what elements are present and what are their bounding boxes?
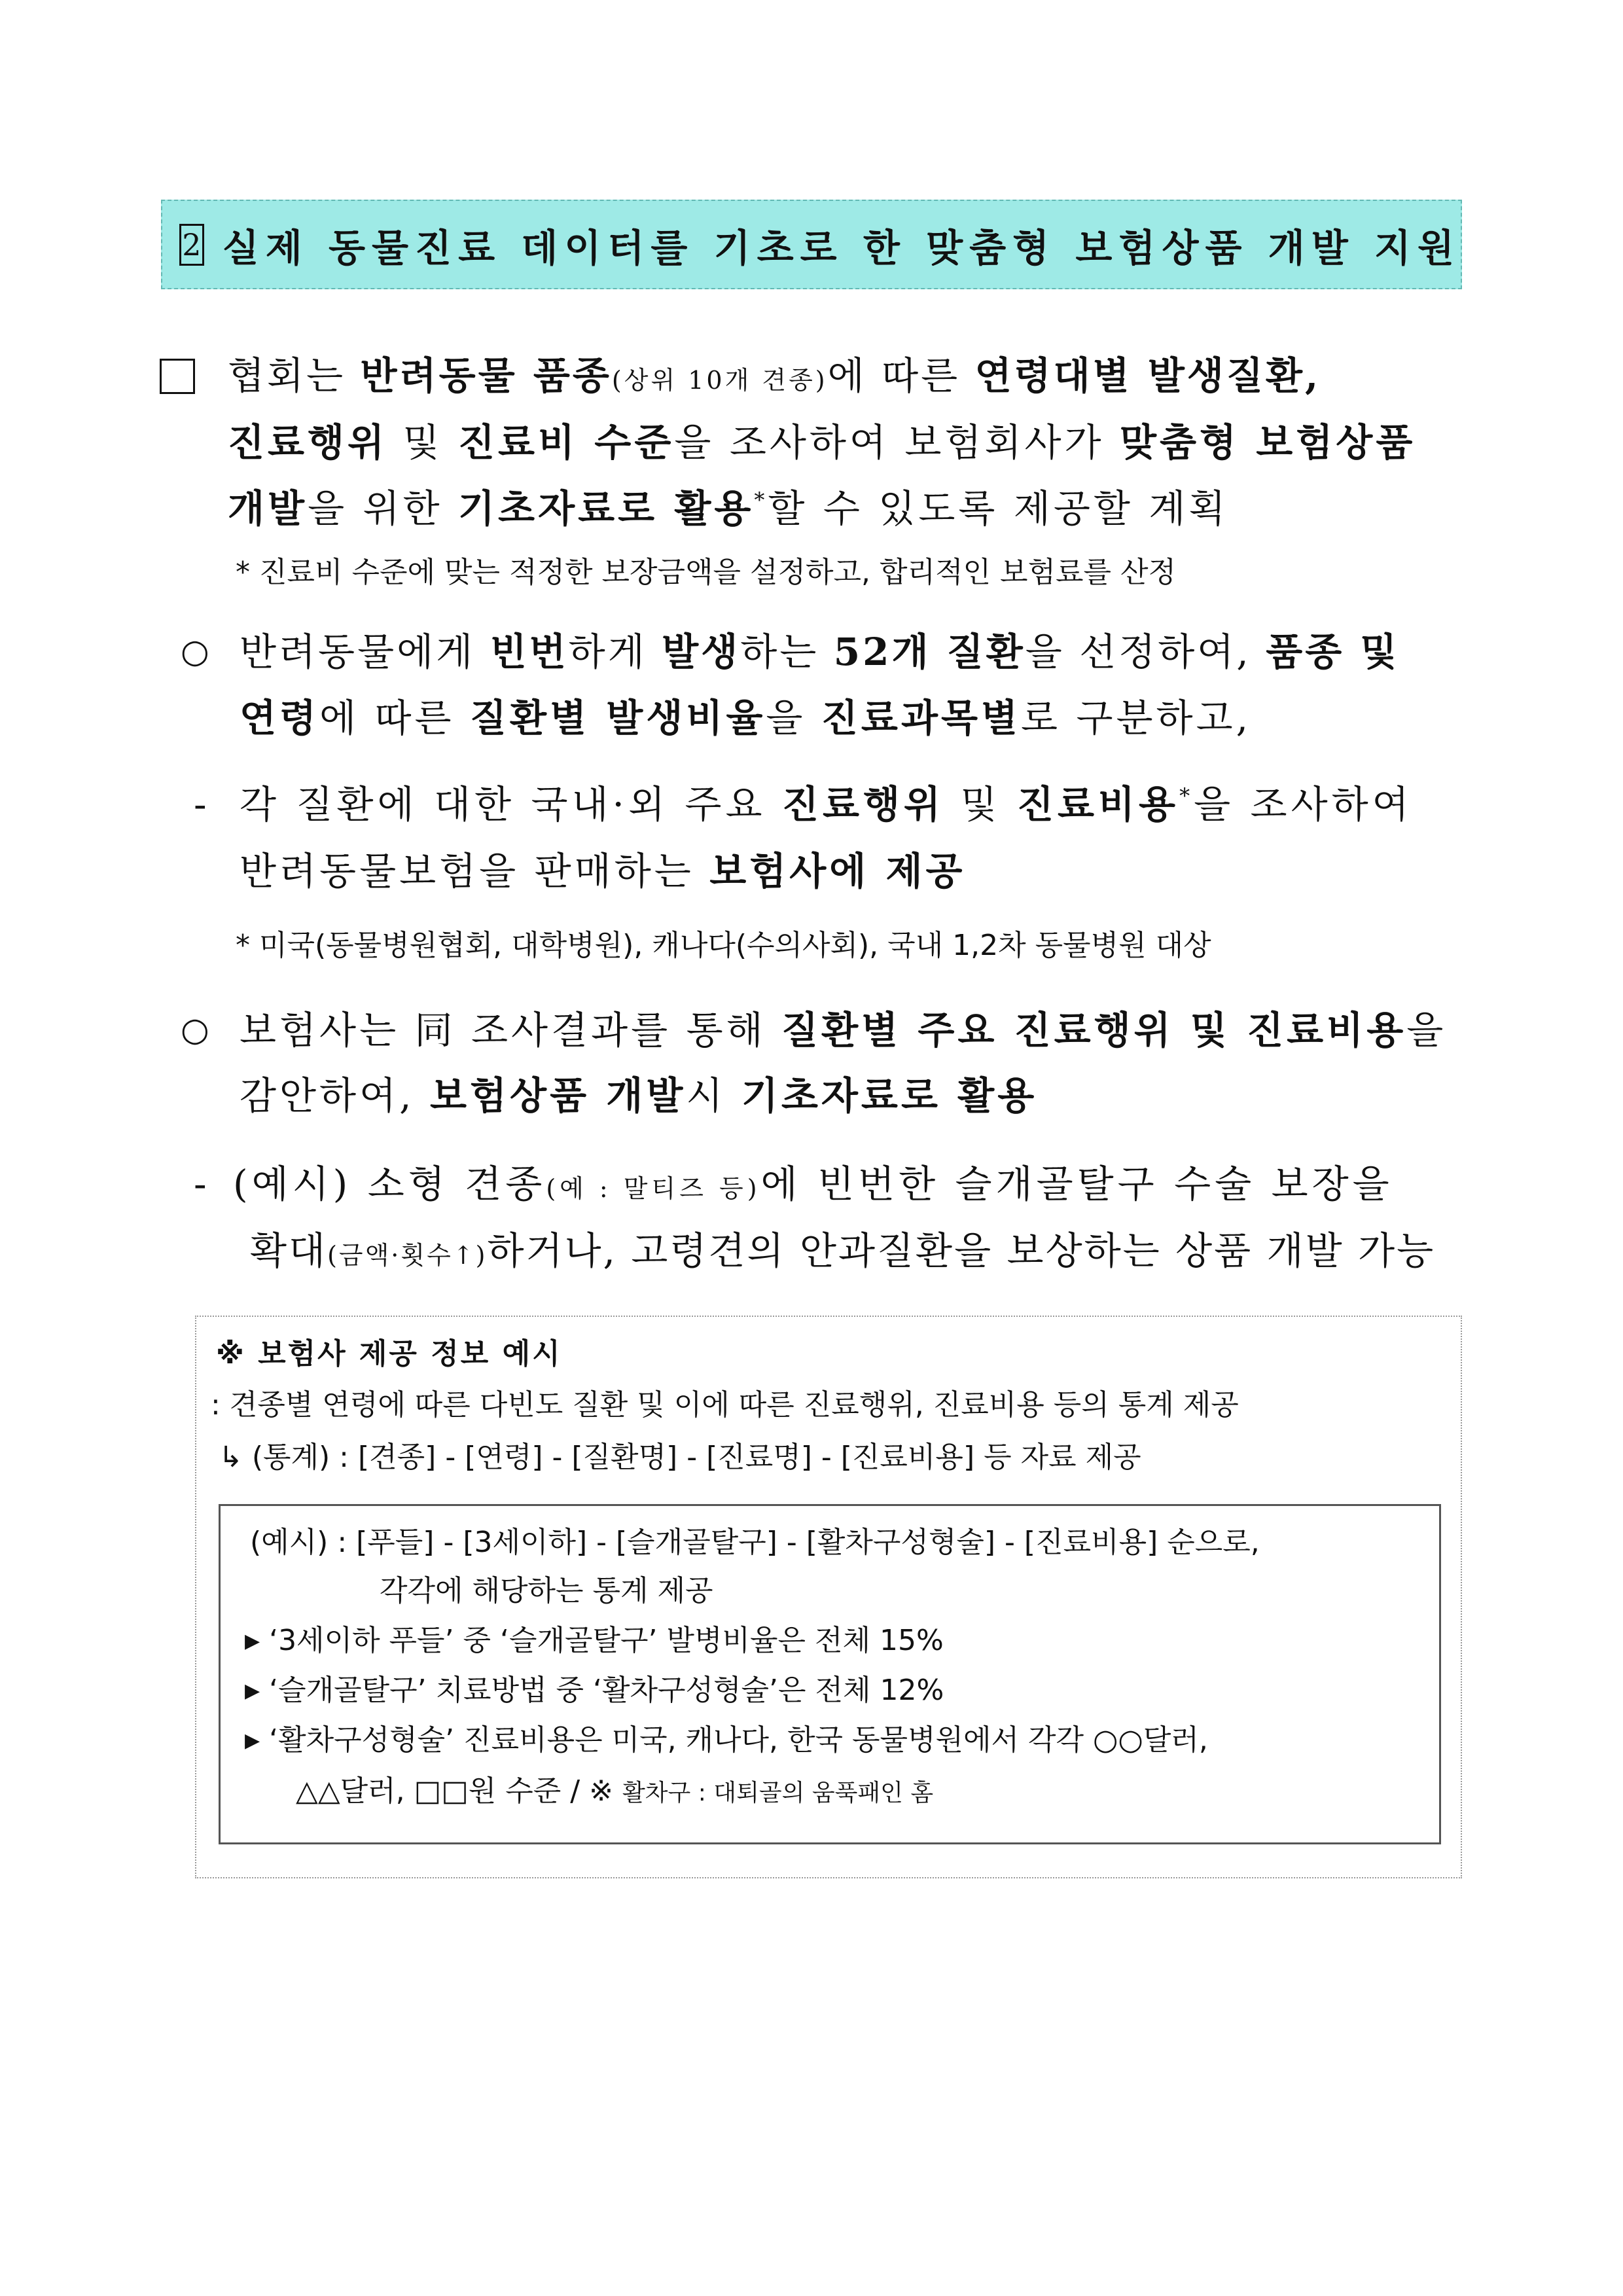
dash1-footnote: * 미국(동물병원협회, 대학병원), 캐나다(수의사회), 국내 1,2차 동물병원 대상 xyxy=(236,929,1211,962)
dash2-line2: 확대(금액·횟수↑)하거나, 고령견의 안과질환을 보상하는 상품 개발 가능 xyxy=(250,1229,1436,1273)
example-bullet3-cont: △△달러, □□원 수준 / ※ 활차구 : 대퇴골의 움푹패인 홈 xyxy=(296,1774,934,1808)
section-number: 2 xyxy=(179,224,204,266)
triangle-bullet-icon: ▶ xyxy=(245,1729,260,1752)
circle1-line2: 연령에 따른 질환별 발생비율을 진료과목별로 구분하고, xyxy=(240,696,1252,740)
example-bullet1: ▶ ‘3세이하 푸들’ 중 ‘슬개골탈구’ 발병비율은 전체 15% xyxy=(245,1624,944,1657)
dash1-line1: 각 질환에 대한 국내·외 주요 진료행위 및 진료비용*을 조사하여 xyxy=(240,782,1413,827)
main-point-footnote: * 진료비 수준에 맞는 적정한 보장금액을 설정하고, 합리적인 보험료를 산정 xyxy=(236,556,1176,589)
dash-bullet-2: - xyxy=(194,1162,207,1206)
info-box-heading: ※ 보험사 제공 정보 예시 xyxy=(216,1337,562,1371)
circle2-line1: 보험사는 同 조사결과를 통해 질환별 주요 진료행위 및 진료비용을 xyxy=(240,1008,1447,1052)
circle-bullet-2: ○ xyxy=(181,1011,209,1049)
triangle-bullet-icon: ▶ xyxy=(245,1679,260,1702)
circle1-line1: 반려동물에게 빈번하게 발생하는 52개 질환을 선정하여, 품종 및 xyxy=(240,630,1400,674)
dash1-line2: 반려동물보험을 판매하는 보험사에 제공 xyxy=(240,849,966,893)
section-title-box xyxy=(161,200,1462,289)
example-bullet2: ▶ ‘슬개골탈구’ 치료방법 중 ‘활차구성형술’은 전체 12% xyxy=(245,1674,944,1707)
circle-bullet-1: ○ xyxy=(181,632,209,670)
dash2-line1: (예시) 소형 견종(예 : 말티즈 등)에 빈번한 슬개골탈구 수술 보장을 xyxy=(233,1162,1393,1206)
info-box-line2: ↳ (통계) : [견종] - [연령] - [질환명] - [진료명] - [진료비용] 등 자료 제공 xyxy=(219,1441,1141,1474)
circle2-line2: 감안하여, 보험상품 개발시 기초자료로 활용 xyxy=(240,1073,1038,1118)
checkbox-square-icon xyxy=(160,359,195,394)
example-bullet3: ▶ ‘활차구성형술’ 진료비용은 미국, 캐나다, 한국 동물병원에서 각각 ○○달러, xyxy=(245,1723,1208,1757)
example-line2: 각각에 해당하는 통계 제공 xyxy=(380,1574,713,1607)
info-box-line1: : 견종별 연령에 따른 다빈도 질환 및 이에 따른 진료행위, 진료비용 등의 통계 제공 xyxy=(211,1388,1239,1422)
main-point-line1: 협회는 반려동물 품종(상위 10개 견종)에 따른 연령대별 발생질환, xyxy=(228,353,1321,398)
triangle-bullet-icon: ▶ xyxy=(245,1630,260,1653)
main-point-line2: 진료행위 및 진료비 수준을 조사하여 보험회사가 맞춤형 보험상품 xyxy=(228,420,1416,465)
dash-bullet-1: - xyxy=(194,782,207,827)
main-point-line3: 개발을 위한 기초자료로 활용*할 수 있도록 제공할 계획 xyxy=(228,486,1229,531)
section-title: 실제 동물진료 데이터를 기초로 한 맞춤형 보험상품 개발 지원 xyxy=(222,225,1461,270)
example-line1: (예시) : [푸들] - [3세이하] - [슬개골탈구] - [활차구성형술] - [진료비용] 순으로, xyxy=(250,1526,1260,1559)
